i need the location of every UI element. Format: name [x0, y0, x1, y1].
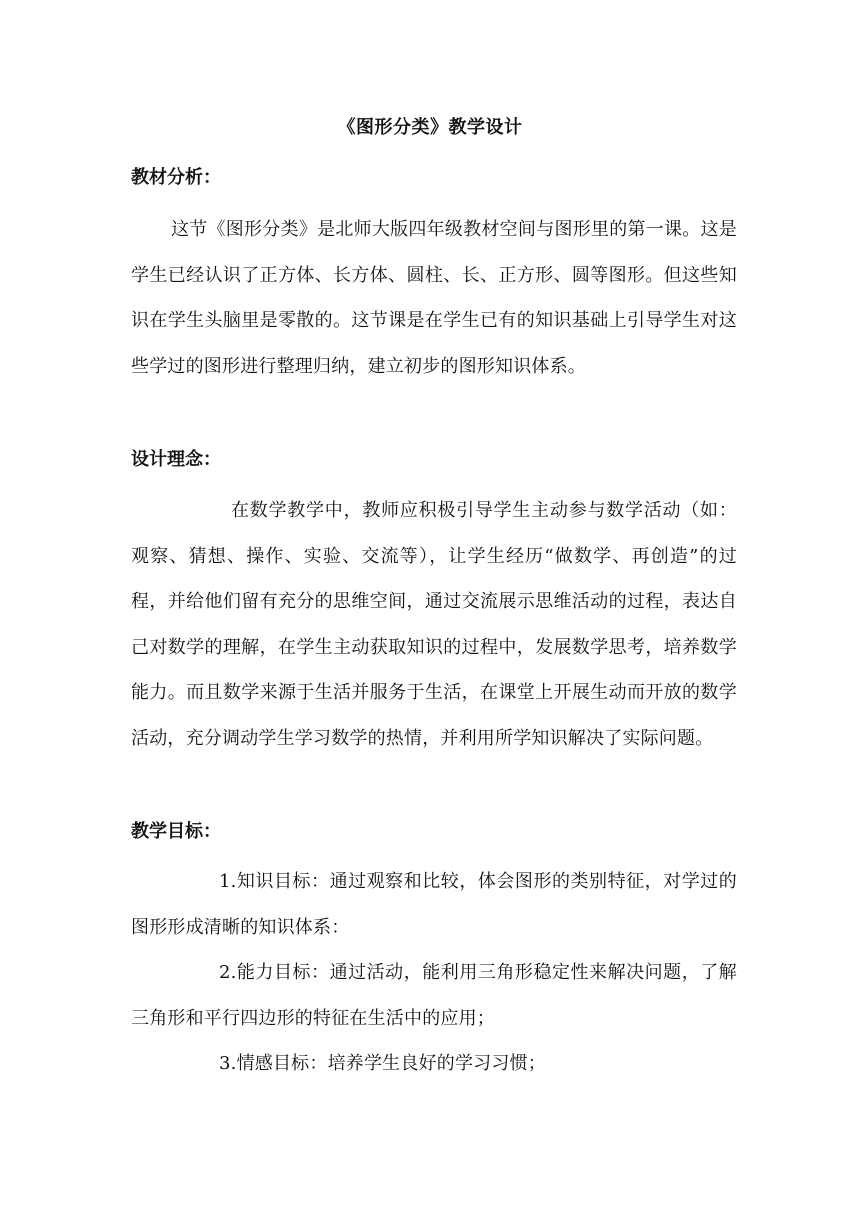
objective-ability: 2.能力目标：通过活动，能利用三角形稳定性来解决问题，了解三角形和平行四边形的特征在生活中的应用； [131, 962, 737, 1029]
document-title: 《图形分类》教学设计 [337, 117, 523, 138]
paragraph-textbook-analysis: 这节《图形分类》是北师大版四年级教材空间与图形里的第一课。这是学生已经认识了正方体、长方体、圆柱、长、正方形、圆等图形。但这些知识在学生头脑里是零散的。这节课是在学生已有的知识基础上引导学生对这些学过的图形进行整理归纳，建立初步的图形知识体系。 [131, 219, 737, 377]
section-heading-design-concept: 设计理念： [131, 449, 221, 470]
section-heading-textbook-analysis: 教材分析： [131, 167, 221, 188]
section-heading-teaching-objectives: 教学目标： [131, 821, 221, 842]
paragraph-design-concept: 在数学教学中，教师应积极引导学生主动参与数学活动（如：观察、猜想、操作、实验、交流等），让学生经历“做数学、再创造”的过程，并给他们留有充分的思维空间，通过交流展示思维活动的过程，表达自己对数学的理解，在学生主动获取知识的过程中，发展数学思考，培养数学能力。而且数学来源于生活并服务于生活，在课堂上开展生动而开放的数学活动，充分调动学生学习数学的热情，并利用所学知识解决了实际问题。 [131, 500, 737, 749]
objective-emotion: 3.情感目标：培养学生良好的学习习惯； [219, 1053, 546, 1074]
objective-knowledge: 1.知识目标：通过观察和比较，体会图形的类别特征，对学过的图形形成清晰的知识体系： [131, 871, 737, 938]
